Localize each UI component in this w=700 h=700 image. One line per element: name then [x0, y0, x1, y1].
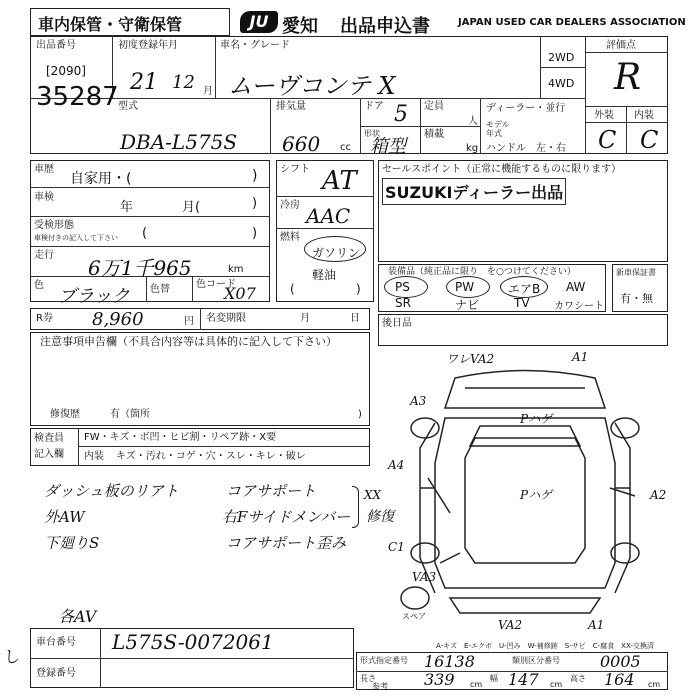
comment-2-right: 右Fサイドメンバー	[222, 508, 351, 526]
comment-bracket-top: XX	[364, 488, 382, 502]
form-title: 出品申込書	[340, 16, 430, 37]
pickup-open: (	[142, 226, 148, 241]
door-label: ドア	[364, 101, 384, 112]
color-code-value: X07	[224, 284, 256, 303]
damage-mark-1: ワレVA2	[446, 352, 495, 366]
handle-label: ハンドル 左・右	[486, 143, 566, 154]
mileage-label: 走行	[34, 250, 54, 261]
repair-close: )	[358, 409, 362, 420]
margin-mark: し	[4, 647, 21, 666]
org-name: 愛知	[282, 16, 318, 37]
warranty-label: 新車保証書	[616, 268, 656, 277]
color-code-label: 色コード	[196, 279, 236, 290]
inspector-row-2: キズ・汚れ・コゲ・穴・スレ・キレ・破レ	[116, 451, 306, 462]
comment-3-left: 下廻りS	[44, 534, 100, 552]
comment-1-right: コアサポート	[226, 482, 317, 500]
equipment-pw-circle	[446, 276, 490, 298]
comment-bracket-bottom: 修復	[366, 509, 394, 525]
mileage-value: 6万1千965	[88, 256, 192, 280]
ju-logo	[240, 11, 278, 33]
capacity-label: 定員	[424, 101, 444, 112]
damage-mark-6: Pハゲ	[520, 488, 553, 502]
equipment-ps-circle	[384, 276, 428, 298]
fuel-gas: ガソリン	[312, 246, 361, 260]
damage-legend: A-キズ E-エクボ U-凹み W-補修跡 S-サビ C-腐食 XX-交換済	[436, 642, 654, 650]
damage-mark-5: A4	[388, 458, 405, 472]
repair-value: 有（箇所	[110, 409, 150, 420]
height-label: 高さ	[570, 674, 586, 683]
chassis-value: L575S-0072061	[112, 630, 274, 654]
damage-mark-11: A1	[588, 618, 605, 632]
equipment-leather: カワシート	[554, 301, 604, 312]
equipment-ps: PS	[395, 280, 410, 294]
grade-label: 評価点	[606, 40, 636, 51]
damage-mark-9: VA3	[412, 570, 437, 584]
rear-title: 後日品	[382, 318, 412, 329]
damage-mark-4: Pハゲ	[520, 412, 553, 426]
shift-value: AT	[322, 166, 357, 196]
lot-sub: [2090]	[46, 64, 86, 78]
width-label: 幅	[490, 674, 498, 683]
lot-label: 出品番号	[36, 40, 76, 51]
color-label: 色	[34, 280, 44, 291]
load-label: 積載	[424, 129, 444, 140]
pickup-close: )	[252, 226, 258, 241]
inspector-row-2-label: 内装	[84, 451, 104, 462]
sales-point-block	[378, 160, 668, 262]
sales-point-label: セールスポイント（正常に機能するものに限ります）	[382, 164, 622, 175]
length-unit: cm	[470, 680, 483, 689]
aircon-label: 冷房	[280, 200, 300, 211]
interior-grade: C	[640, 126, 659, 154]
equipment-airbag-circle	[500, 276, 548, 298]
grade-value: R	[614, 57, 642, 98]
sales-point-value: SUZUKIディーラー出品	[382, 178, 566, 205]
fuel-open: (	[290, 282, 295, 296]
equipment-label: 装備品（純正品に限り を○つけてください）	[388, 267, 576, 277]
shape-value: 箱型	[370, 136, 406, 157]
equipment-tv: TV	[514, 296, 530, 310]
length-label: 長さ	[360, 674, 376, 683]
history-value: 自家用・(	[70, 171, 132, 187]
fuel-gas-circle	[304, 236, 366, 262]
damage-mark-3: A3	[410, 394, 427, 408]
interior-label: 内装	[634, 110, 654, 121]
damage-mark-8: C1	[388, 540, 405, 554]
fuel-label: 燃料	[280, 232, 300, 243]
width-value: 147	[508, 670, 539, 689]
displacement-value: 660	[282, 132, 321, 156]
shift-label: シフト	[280, 164, 310, 175]
model-year-label: モデル年式	[486, 120, 510, 138]
recycle-yen: 円	[184, 316, 194, 327]
spare-label: スペア	[402, 612, 426, 621]
model-name-label: 車名・グレード	[220, 40, 290, 51]
notes-label: 注意事項申告欄（不具合内容等は具体的に記入して下さい）	[40, 335, 337, 348]
cc-unit: cc	[340, 142, 351, 153]
capacity-unit: 人	[468, 116, 478, 127]
equipment-navi: ナビ	[455, 298, 480, 312]
recycle-value: 8,960	[92, 309, 144, 330]
recycle-label: R券	[36, 313, 53, 324]
mileage-unit: km	[228, 264, 244, 275]
pickup-note: 車検付きの記入して下さい	[34, 234, 118, 242]
class-no-label: 類別区分番号	[512, 656, 560, 665]
damage-mark-10: VA2	[498, 618, 523, 632]
height-unit: cm	[648, 680, 661, 689]
exterior-grade: C	[598, 126, 617, 154]
drive-2wd: 2WD	[548, 51, 575, 64]
color-value: ブラック	[58, 286, 130, 307]
repair-label: 修復歴	[50, 409, 80, 420]
association-name: JAPAN USED CAR DEALERS ASSOCIATION	[458, 17, 686, 28]
ju-logo-text: JU	[249, 12, 269, 31]
comment-extra: 各AV	[58, 607, 97, 626]
comment-2-left: 外AW	[44, 508, 85, 526]
inspector-label-1: 検査員	[34, 433, 64, 444]
load-unit: kg	[466, 143, 479, 154]
drive-4wd: 4WD	[548, 77, 575, 90]
lot-number: 35287	[36, 82, 119, 112]
exterior-label: 外装	[594, 110, 614, 121]
inspection-close: )	[252, 196, 258, 211]
displacement-label: 排気量	[276, 101, 306, 112]
damage-mark-7: A2	[650, 488, 667, 502]
color-change-label: 色替	[150, 284, 170, 295]
shape-label: 形状	[364, 129, 380, 138]
aircon-value: AAC	[306, 204, 351, 228]
deadline-day: 日	[350, 313, 360, 324]
inspector-row-1: FW・キズ・ボ凹・ヒビ割・リペア跡・X要	[84, 432, 277, 443]
dealer-label: ディーラー・並行	[486, 103, 566, 114]
pickup-label: 受検形態	[34, 220, 74, 231]
deadline-month: 月	[300, 313, 310, 324]
fuel-close: )	[356, 282, 361, 296]
katashiki-label: 型式	[118, 101, 138, 112]
rear-box	[378, 314, 668, 346]
model-name-value: ムーヴコンテ X	[228, 72, 396, 100]
door-value: 5	[394, 102, 408, 127]
warranty-value: 有・無	[620, 292, 653, 305]
katashiki-no-label: 形式指定番号	[360, 656, 408, 665]
class-no-value: 0005	[600, 652, 641, 671]
comment-bracket	[352, 486, 359, 528]
inspector-label-2: 記入欄	[34, 449, 64, 460]
first-reg-unit: 月	[203, 86, 213, 97]
height-value: 164	[604, 670, 635, 689]
katashiki-no-value: 16138	[424, 652, 475, 671]
damage-mark-2: A1	[572, 350, 589, 364]
deadline-label: 名変期限	[206, 313, 246, 324]
ref-label: 参考	[372, 682, 388, 691]
equipment-sr: SR	[395, 296, 411, 310]
comment-3-right: コアサポート歪み	[226, 534, 347, 552]
first-reg-label: 初度登録年月	[118, 40, 178, 51]
width-unit: cm	[550, 680, 563, 689]
reg-label: 登録番号	[36, 668, 76, 679]
history-close: )	[252, 168, 258, 184]
storage-label: 車内保管・守衛保管	[38, 15, 183, 34]
chassis-label: 車台番号	[36, 637, 76, 648]
katashiki-value: DBA-L575S	[120, 130, 238, 154]
history-label: 車歴	[34, 164, 54, 175]
fuel-diesel: 軽油	[312, 268, 337, 282]
comment-1-left: ダッシュ板のリアト	[44, 482, 179, 500]
inspection-year: 年	[120, 200, 134, 215]
inspection-label: 車検	[34, 192, 54, 203]
equipment-airbag: エアB	[508, 282, 541, 296]
equipment-pw: PW	[455, 280, 475, 294]
inspection-month: 月(	[182, 200, 201, 215]
first-reg-month: 12	[172, 72, 195, 93]
first-reg-year: 21	[130, 70, 158, 95]
equipment-aw: AW	[566, 280, 586, 294]
length-value: 339	[424, 670, 455, 689]
